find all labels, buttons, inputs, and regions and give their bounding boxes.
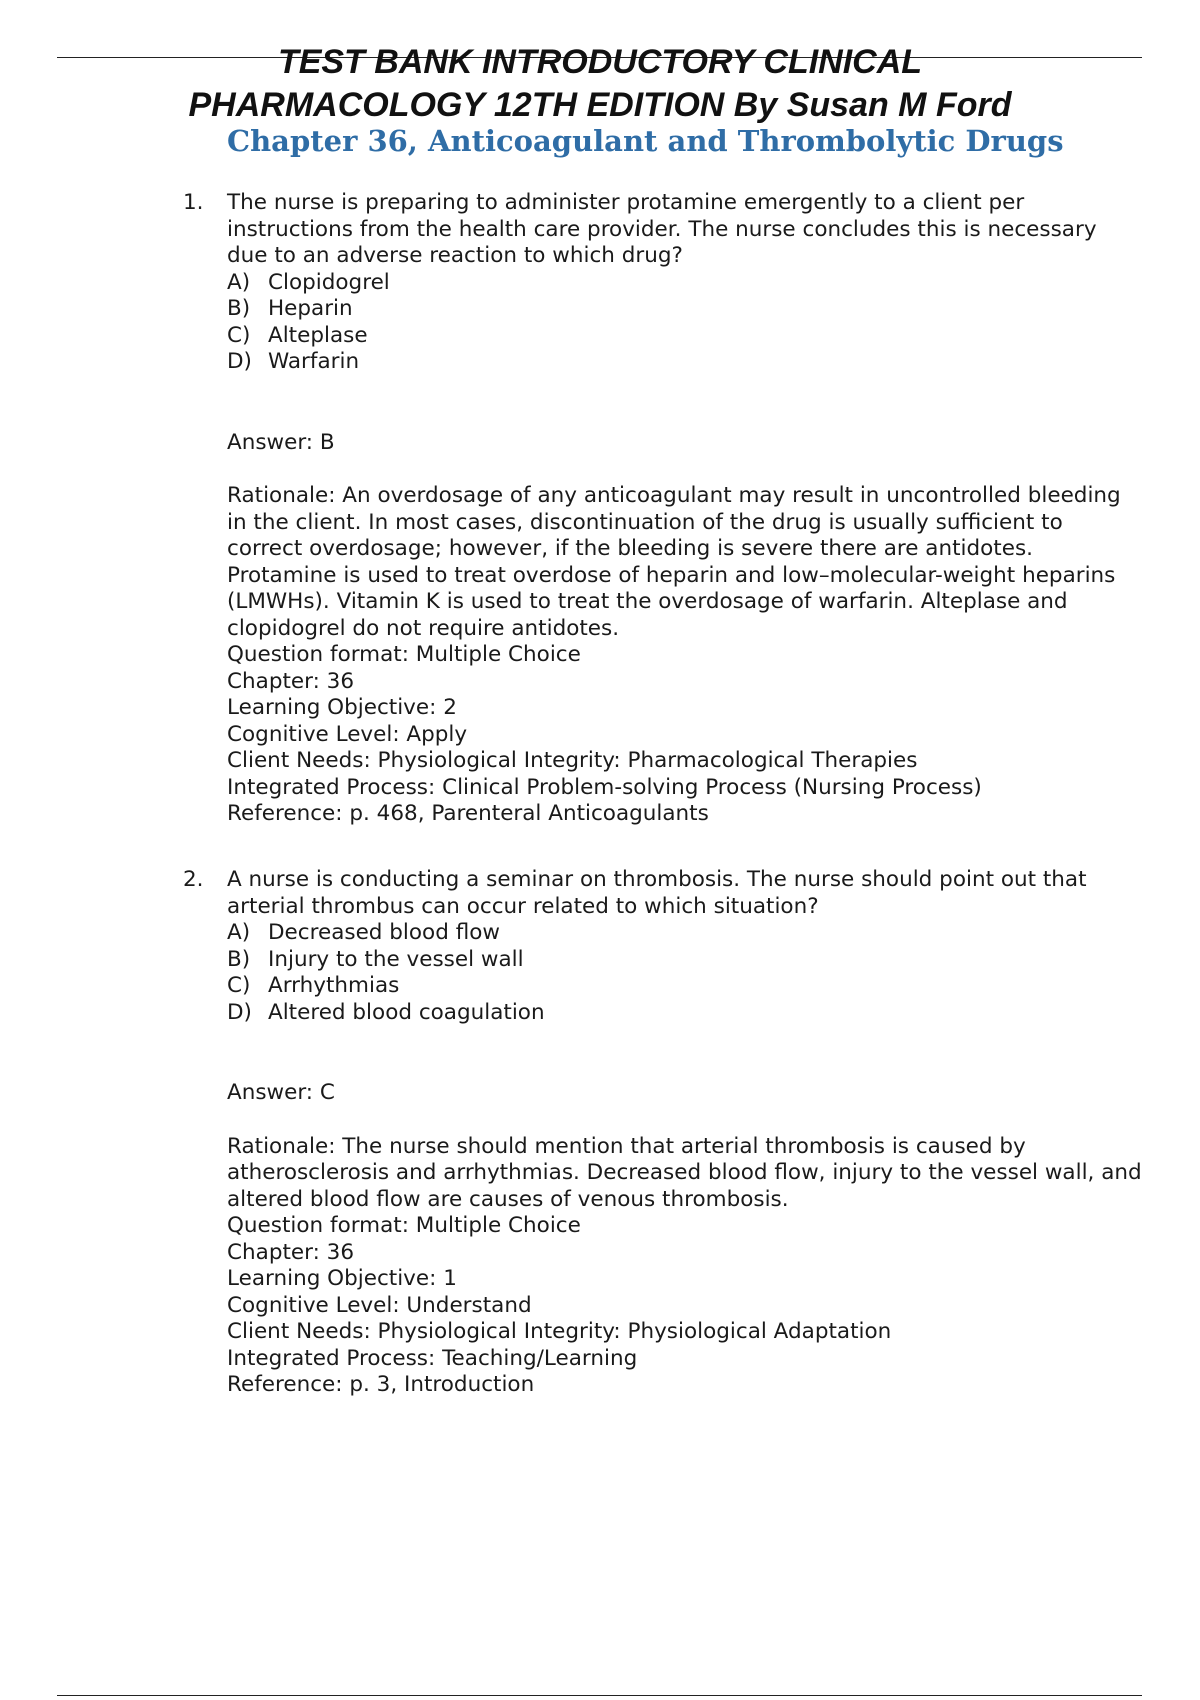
option-text: Heparin: [268, 296, 353, 321]
answer-options: [227, 270, 1143, 376]
answer-key: Answer: C: [227, 1080, 335, 1105]
option-b: [227, 947, 1143, 974]
cognitive-level: Cognitive Level: Understand: [227, 1292, 532, 1318]
question-stem: The nurse is preparing to administer protamine emergently to a client per instructions from the health care provider. The nurse concludes this is necessary due to an adverse reaction to which drug?: [227, 190, 1097, 268]
option-text: Injury to the vessel wall: [268, 946, 524, 972]
question-2: [183, 867, 1143, 1399]
client-needs: Client Needs: Physiological Integrity: Pharmacological Therapies: [227, 748, 918, 773]
option-letter: C): [227, 973, 251, 998]
question-body: [227, 867, 1143, 1399]
chapter-number: Chapter: 36: [227, 668, 355, 694]
client-needs: Client Needs: Physiological Integrity: Physiological Adaptation: [227, 1319, 892, 1344]
option-a: [227, 270, 1143, 297]
option-letter: B): [227, 946, 251, 972]
option-letter: C): [227, 322, 251, 348]
option-text: Clopidogrel: [268, 269, 390, 295]
rationale: Rationale: The nurse should mention that arterial thrombosis is caused by atherosclerosis and arrhythmias. Decreased blood flow, injury to the vessel wall, and altered blood flow are causes of venous thrombosis.: [227, 1133, 1142, 1212]
integrated-process: Integrated Process: Clinical Problem-solving Process (Nursing Process): [227, 774, 982, 800]
learning-objective: Learning Objective: 1: [227, 1266, 457, 1291]
option-text: Altered blood coagulation: [268, 999, 545, 1025]
option-b: [227, 296, 1143, 323]
question-number: 2.: [183, 867, 204, 892]
answer-options: [227, 920, 1143, 1026]
option-d: [227, 1000, 1143, 1027]
question-number: 1.: [183, 190, 204, 215]
option-text: Alteplase: [268, 322, 368, 348]
option-letter: D): [227, 349, 252, 374]
learning-objective: Learning Objective: 2: [227, 695, 457, 720]
reference: Reference: p. 3, Introduction: [227, 1372, 535, 1397]
option-text: Arrhythmias: [268, 973, 400, 998]
integrated-process: Integrated Process: Teaching/Learning: [227, 1345, 638, 1371]
chapter-heading: Chapter 36, Anticoagulant and Thrombolytic Drugs: [227, 124, 1064, 158]
chapter-number: Chapter: 36: [227, 1239, 355, 1265]
option-a: [227, 920, 1143, 947]
question-1: [183, 190, 1143, 828]
option-letter: D): [227, 999, 252, 1025]
rationale: Rationale: An overdosage of any anticoagulant may result in uncontrolled bleeding in the client. In most cases, discontinuation of the drug is usually sufficient to correct overdosage; however, if the bleeding is severe there are antidotes. Protamine is used to treat overdose of heparin and low–molecular-weight heparins (LMWHs). Vitamin K is used to treat the overdosage of warfarin. Alteplase and clopidogrel do not require antidotes.: [227, 483, 1121, 641]
question-body: [227, 190, 1143, 828]
answer-key: Answer: B: [227, 429, 335, 455]
document-title-line-2: PHARMACOLOGY 12TH EDITION By Susan M Ford: [188, 86, 1012, 124]
cognitive-level: Cognitive Level: Apply: [227, 721, 468, 747]
reference: Reference: p. 468, Parenteral Anticoagulants: [227, 801, 709, 826]
option-letter: A): [227, 920, 251, 945]
option-c: [227, 323, 1143, 350]
option-text: Warfarin: [268, 349, 360, 374]
question-format: Question format: Multiple Choice: [227, 642, 581, 667]
option-letter: A): [227, 269, 251, 295]
question-metadata: [227, 1213, 1143, 1399]
bottom-rule: [57, 1695, 1142, 1696]
option-c: [227, 973, 1143, 1000]
document-title-line-1: TEST BANK INTRODUCTORY CLINICAL: [277, 43, 923, 81]
question-stem: A nurse is conducting a seminar on thrombosis. The nurse should point out that arterial thrombus can occur related to which situation?: [227, 867, 1087, 919]
question-format: Question format: Multiple Choice: [227, 1213, 581, 1238]
question-metadata: [227, 642, 1143, 828]
option-letter: B): [227, 296, 251, 321]
option-d: [227, 349, 1143, 376]
option-text: Decreased blood flow: [268, 920, 500, 945]
